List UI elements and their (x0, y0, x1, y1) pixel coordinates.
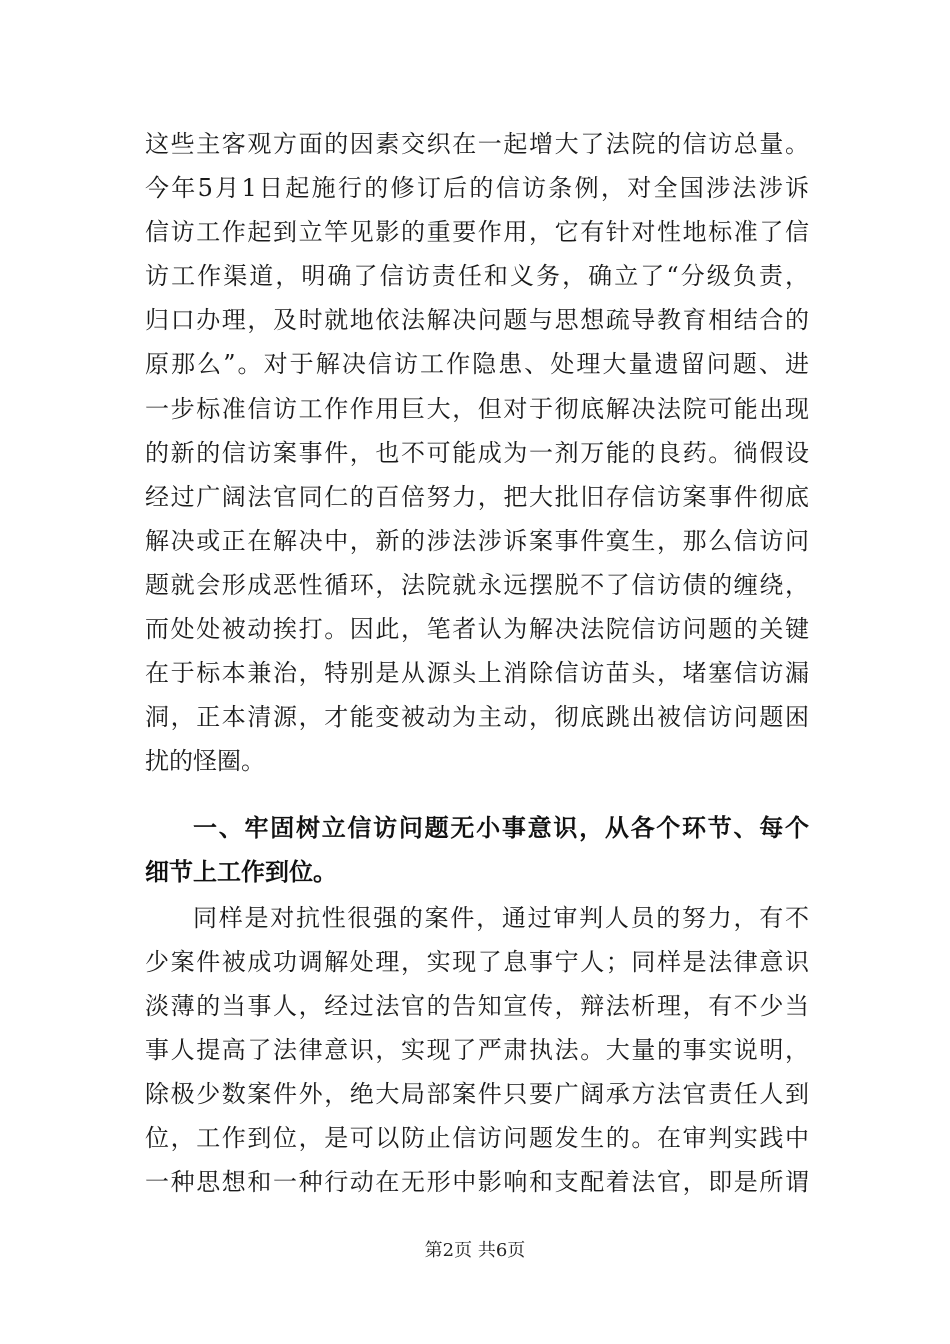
text-line: 一种思想和一种行动在无形中影响和支配着法官，即是所谓 (145, 1168, 809, 1196)
text-line: 访工作渠道，明确了信访责任和义务，确立了“分级负责， (145, 262, 809, 290)
section-heading: 一、牢固树立信访问题无小事意识，从各个环节、每个 (193, 814, 809, 842)
text-line: 一步标准信访工作作用巨大，但对于彻底解决法院可能出现 (145, 395, 809, 423)
text-line: 同样是对抗性很强的案件，通过审判人员的努力，有不 (193, 904, 809, 932)
text-line: 扰的怪圈。 (145, 747, 265, 775)
text-line: 的新的信访案事件，也不可能成为一剂万能的良药。徜假设 (145, 439, 809, 467)
text-line: 淡薄的当事人，经过法官的告知宣传，辩法析理，有不少当 (145, 992, 809, 1020)
text-line: 归口办理，及时就地依法解决问题与思想疏导教育相结合的 (145, 306, 809, 334)
text-line: 原那么”。对于解决信访工作隐患、处理大量遗留问题、进 (145, 350, 809, 378)
text-line: 信访工作起到立竿见影的重要作用，它有针对性地标准了信 (145, 218, 809, 246)
text-line: 洞，正本清源，才能变被动为主动，彻底跳出被信访问题困 (145, 703, 809, 731)
section-heading: 细节上工作到位。 (145, 858, 337, 886)
text-line: 经过广阔法官同仁的百倍努力，把大批旧存信访案事件彻底 (145, 483, 809, 511)
text-line: 这些主客观方面的因素交织在一起增大了法院的信访总量。 (145, 130, 809, 158)
page-number-footer: 第2页 共6页 (424, 1240, 526, 1261)
text-line: 题就会形成恶性循环，法院就永远摆脱不了信访债的缠绕， (145, 571, 809, 599)
text-line: 位，工作到位，是可以防止信访问题发生的。在审判实践中 (145, 1124, 809, 1152)
text-line: 除极少数案件外，绝大局部案件只要广阔承方法官责任人到 (145, 1080, 809, 1108)
text-line: 解决或正在解决中，新的涉法涉诉案事件寞生，那么信访问 (145, 527, 809, 555)
text-line: 今年5月1日起施行的修订后的信访条例，对全国涉法涉诉 (145, 174, 809, 202)
text-line: 少案件被成功调解处理，实现了息事宁人；同样是法律意识 (145, 948, 809, 976)
text-line: 在于标本兼治，特别是从源头上消除信访苗头，堵塞信访漏 (145, 659, 809, 687)
text-line: 事人提高了法律意识，实现了严肃执法。大量的事实说明， (145, 1036, 809, 1064)
text-line: 而处处被动挨打。因此，笔者认为解决法院信访问题的关键 (145, 615, 809, 643)
